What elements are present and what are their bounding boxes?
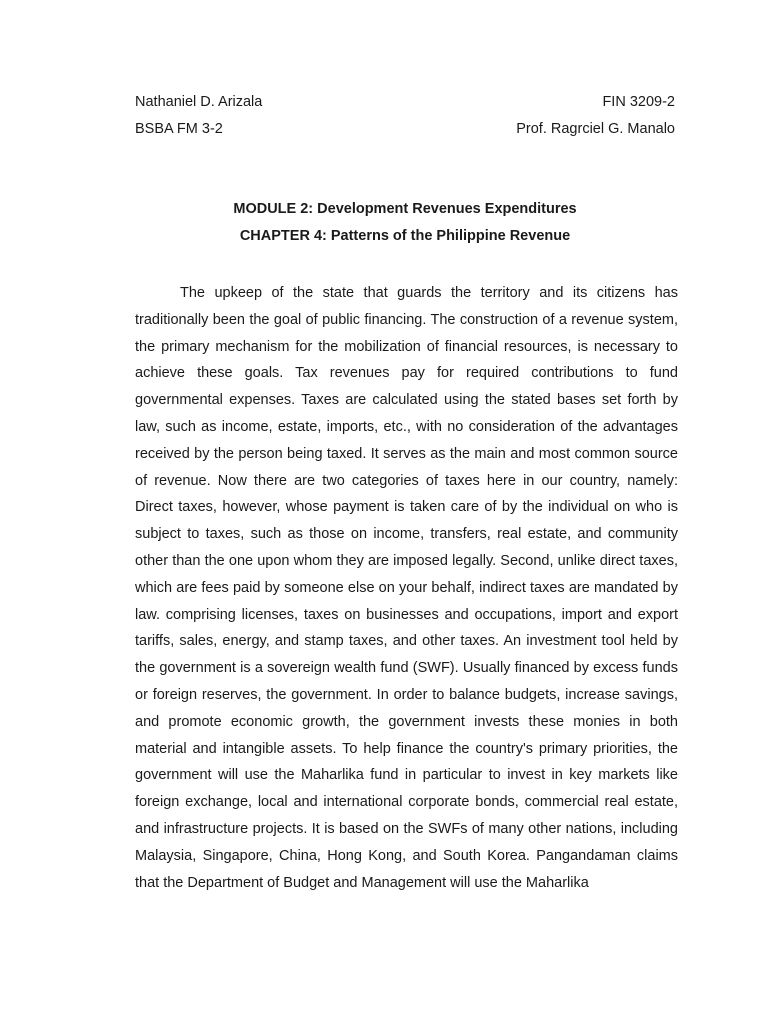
- chapter-title: CHAPTER 4: Patterns of the Philippine Revenue: [239, 228, 571, 244]
- module-title: MODULE 2: Development Revenues Expenditures: [233, 201, 577, 217]
- course-code: FIN 3209-2: [602, 94, 675, 110]
- author-name: Nathaniel D. Arizala: [135, 94, 263, 110]
- professor-name: Prof. Ragrciel G. Manalo: [516, 121, 675, 137]
- program-section: BSBA FM 3-2: [135, 121, 223, 137]
- body-paragraph: The upkeep of the state that guards the territory and its citizens has traditionally been the goal of public financing. The construction of a revenue system, the primary mechanism for the mobilization of financial resources, is necessary to achieve these goals. Tax revenues pay for required contributions to fund governmental expenses. Taxes are calculated using the stated bases set forth by law, such as income, estate, imports, etc., with no consideration of the advantages received by the person being taxed. It serves as the main and most common source of revenue. Now there are two categories of taxes here in our country, namely: Direct taxes, however, whose payment is taken care of by the individual on who is subject to taxes, such as those on income, transfers, real estate, and community other than the one upon whom they are imposed legally. Second, unlike direct taxes, which are fees paid by someone else on your behalf, indirect taxes are mandated by law. comprising licenses, taxes on businesses and occupations, import and export tariffs, sales, energy, and stamp taxes, and other taxes. An investment tool held by the government is a sovereign wealth fund (SWF). Usually financed by excess funds or foreign reserves, the government. In order to balance budgets, increase savings, and promote economic growth, the government invests these monies in both material and intangible assets. To help finance the country's primary priorities, the government will use the Maharlika fund in particular to invest in key markets like foreign exchange, local and international corporate bonds, commercial real estate, and infrastructure projects. It is based on the SWFs of many other nations, including Malaysia, Singapore, China, Hong Kong, and South Korea. Pangandaman claims that the Department of Budget and Management will use the Maharlika: [135, 285, 678, 891]
- header-row-2: [135, 120, 675, 138]
- header-row-1: [135, 93, 675, 111]
